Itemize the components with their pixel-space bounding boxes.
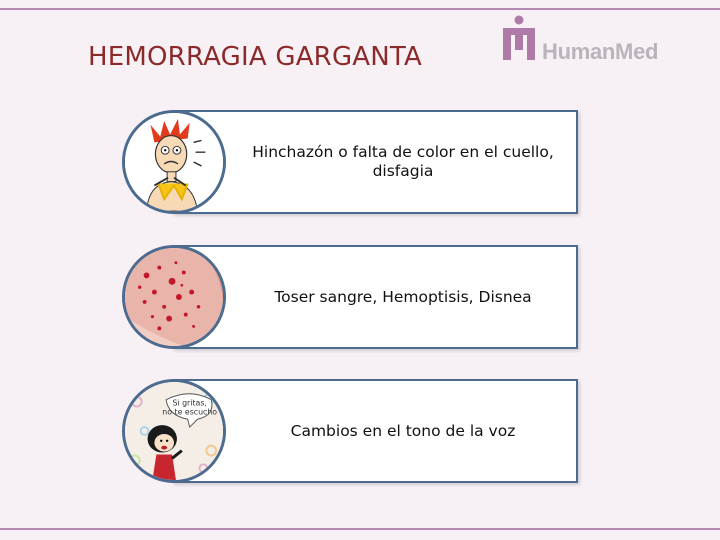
symptom-card-3 <box>172 379 578 483</box>
choking-cartoon-man-image <box>125 113 223 211</box>
top-divider <box>0 8 720 10</box>
mafalda-shouting-image <box>125 382 223 480</box>
humanmed-logo-icon <box>500 14 540 64</box>
symptom-card-2 <box>172 245 578 349</box>
logo-text: HumanMed <box>542 39 659 64</box>
blood-spots-skin-image <box>125 248 223 346</box>
symptom-text-1: Hinchazón o falta de color en el cuello, disfagia <box>252 143 554 180</box>
symptom-text-3: Cambios en el tono de la voz <box>290 421 516 440</box>
speech-line-1: Si gritas, <box>172 398 207 408</box>
symptom-image-circle-2 <box>122 245 226 349</box>
humanmed-logo <box>500 14 670 64</box>
symptom-image-circle-1 <box>122 110 226 214</box>
symptom-text-2: Toser sangre, Hemoptisis, Disnea <box>274 287 532 306</box>
symptom-card-1 <box>172 110 578 214</box>
bottom-divider <box>0 528 720 530</box>
symptom-image-circle-3 <box>122 379 226 483</box>
page-title: HEMORRAGIA GARGANTA <box>88 42 422 72</box>
speech-line-2: no te escucho <box>162 407 218 417</box>
